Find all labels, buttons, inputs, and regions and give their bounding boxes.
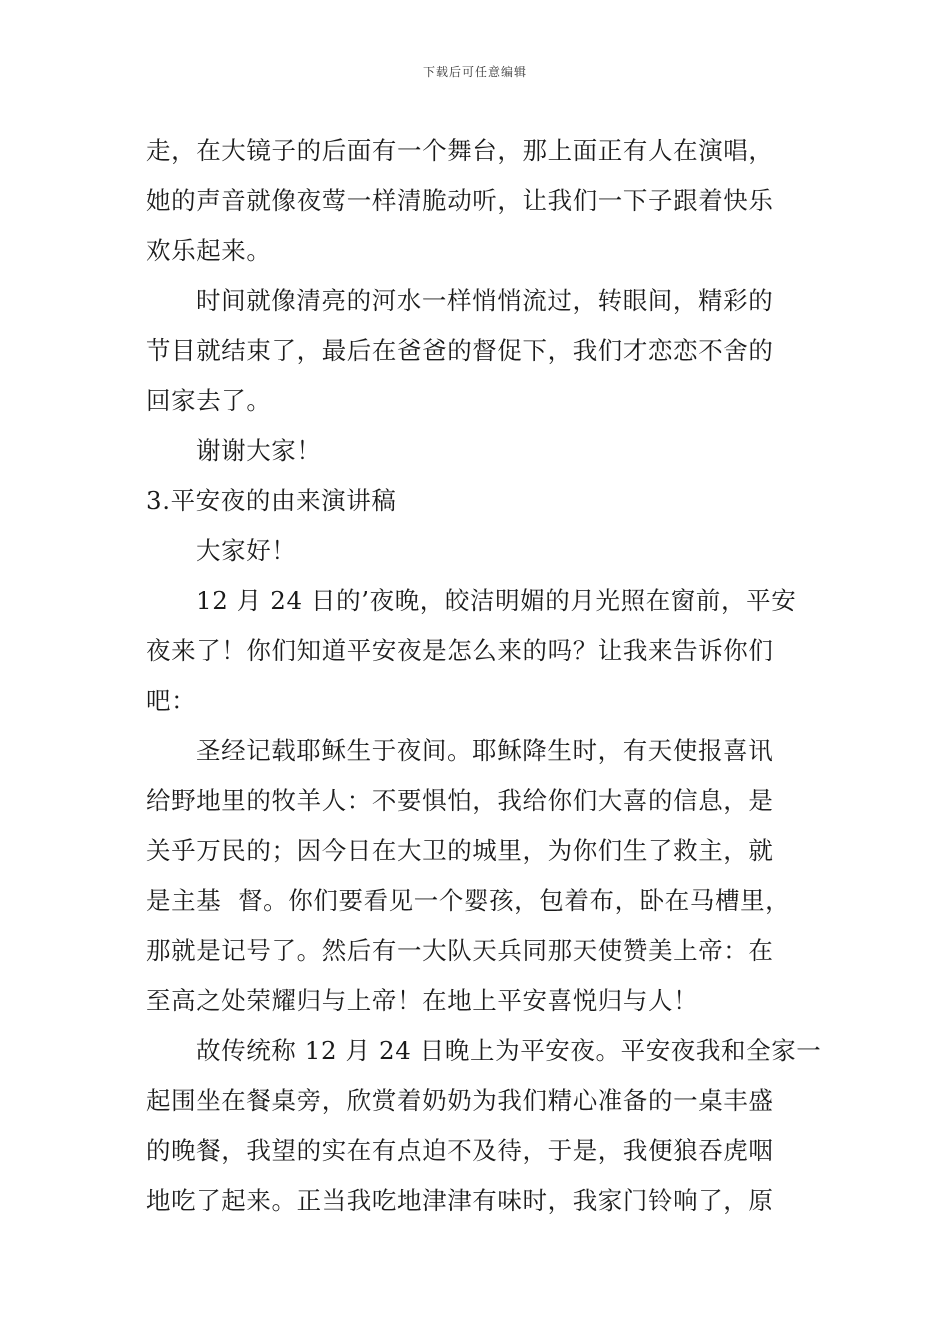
text-line: 关乎万民的；因今日在大卫的城里，为你们生了救主，就 [146, 836, 774, 865]
text-line: 起围坐在餐桌旁，欣赏着奶奶为我们精心准备的一桌丰盛 [146, 1086, 774, 1115]
text-line: 给野地里的牧羊人：不要惧怕，我给你们大喜的信息，是 [146, 786, 774, 815]
page-header: 下载后可任意编辑 [422, 65, 527, 79]
text-line: 的晚餐，我望的实在有点迫不及待，于是，我便狼吞虎咽 [146, 1136, 774, 1165]
text-line: 欢乐起来。 [146, 236, 272, 265]
text-line: 夜来了！你们知道平安夜是怎么来的吗？让我来告诉你们 [146, 636, 774, 665]
text-line: 谢谢大家！ [196, 436, 322, 465]
text-line: 她的声音就像夜莺一样清脆动听，让我们一下子跟着快乐 [146, 186, 774, 215]
text-line: 走，在大镜子的后面有一个舞台，那上面正有人在演唱， [146, 136, 774, 165]
text-line: 是主基 督。你们要看见一个婴孩，包着布，卧在马槽里， [146, 886, 791, 915]
text-line: 那就是记号了。然后有一大队天兵同那天使赞美上帝：在 [146, 936, 774, 965]
text-line: 大家好！ [196, 536, 297, 565]
text-line: 节目就结束了，最后在爸爸的督促下，我们才恋恋不舍的 [146, 336, 774, 365]
text-line: 至高之处荣耀归与上帝！在地上平安喜悦归与人！ [146, 986, 699, 1015]
section-heading: 3.平安夜的由来演讲稿 [146, 486, 397, 515]
text-line: 圣经记载耶稣生于夜间。耶稣降生时，有天使报喜讯 [196, 736, 774, 765]
text-line: 12 月 24 日的’夜晚，皎洁明媚的月光照在窗前，平安 [196, 586, 797, 615]
text-line: 地吃了起来。正当我吃地津津有味时，我家门铃响了，原 [146, 1186, 774, 1215]
text-line: 吧： [146, 686, 197, 715]
document-body [146, 126, 822, 1226]
text-line: 故传统称 12 月 24 日晚上为平安夜。平安夜我和全家一 [196, 1036, 822, 1065]
text-line: 回家去了。 [146, 386, 272, 415]
text-line: 时间就像清亮的河水一样悄悄流过，转眼间，精彩的 [196, 286, 774, 315]
